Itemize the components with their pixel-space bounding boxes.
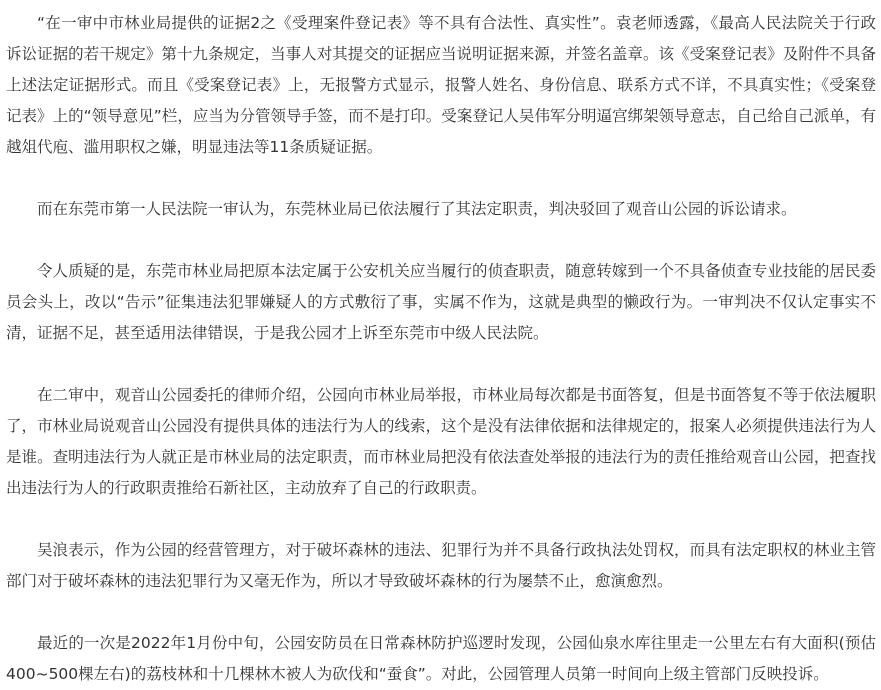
article-paragraph-3: 令人质疑的是，东莞市林业局把原本法定属于公安机关应当履行的侦查职责，随意转嫁到一个不具备侦查专业技能的居民委员会头上，改以“告示”征集违法犯罪嫌疑人的方式敷衍了事，实属不作为，这就是典型的懒政行为。一审判决不仅认定事实不清，证据不足，甚至适用法律错误，于是我公园才上诉至东莞市中级人民法院。	[6, 262, 876, 342]
article-paragraph-6: 最近的一次是2022年1月份中旬，公园安防员在日常森林防护巡逻时发现，公园仙泉水库往里走一公里左右有大面积(预估400~500棵左右)的荔枝林和十几棵林木被人为砍伐和“蚕食”。对此，公园管理人员第一时间向上级主管部门反映投诉。	[6, 634, 876, 683]
article-paragraph-5: 吴浪表示，作为公园的经营管理方，对于破坏森林的违法、犯罪行为并不具备行政执法处罚权，而具有法定职权的林业主管部门对于破坏森林的违法犯罪行为又毫无作为，所以才导致破坏森林的行为屡禁不止，愈演愈烈。	[6, 541, 876, 590]
article-paragraph-2: 而在东莞市第一人民法院一审认为，东莞林业局已依法履行了其法定职责，判决驳回了观音山公园的诉讼请求。	[37, 200, 797, 218]
article-paragraph-1: “在一审中市林业局提供的证据2之《受理案件登记表》等不具有合法性、真实性”。袁老师透露，《最高人民法院关于行政诉讼证据的若干规定》第十九条规定，当事人对其提交的证据应当说明证据来源，并签名盖章。该《受案登记表》及附件不具备上述法定证据形式。而且《受案登记表》上，无报警方式显示，报警人姓名、身份信息、联系方式不详，不具真实性；《受案登记表》上的“领导意见”栏，应当为分管领导手签，而不是打印。受案登记人吴伟军分明逼宫绑架领导意志，自己给自己派单，有越俎代庖、滥用职权之嫌，明显违法等11条质疑证据。	[6, 14, 876, 156]
article-paragraph-4: 在二审中，观音山公园委托的律师介绍，公园向市林业局举报，市林业局每次都是书面答复，但是书面答复不等于依法履职了，市林业局说观音山公园没有提供具体的违法行为人的线索，这个是没有法律依据和法律规定的，报案人必须提供违法行为人是谁。查明违法行为人就正是市林业局的法定职责，而市林业局把没有依法查处举报的违法行为的责任推给观音山公园，把查找出违法行为人的行政职责推给石新社区，主动放弃了自己的行政职责。	[6, 386, 876, 497]
article-body	[6, 8, 876, 690]
